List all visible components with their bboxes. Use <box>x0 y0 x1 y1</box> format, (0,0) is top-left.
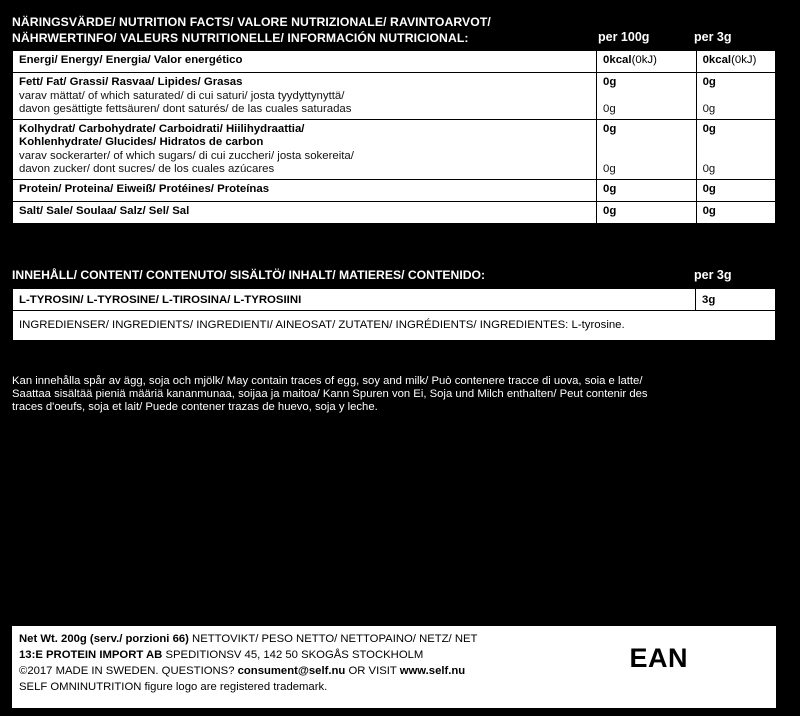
allergy-line2: Saattaa sisältää pieniä määriä kananmunaa, soijaa ja maitoa/ Kann Spuren von Ei, Soja und Milch enthalten/ Peut contenir des <box>12 388 648 400</box>
carbs-sugars-line1: varav sockerarter/ of which sugars/ di cui zuccheri/ josta sokereita/ <box>19 149 354 162</box>
protein-per3: 0g <box>696 179 775 201</box>
carbs-per3: 0g 0g <box>696 119 775 179</box>
fat-per100: 0g 0g <box>597 73 697 120</box>
row-salt <box>13 201 776 223</box>
protein-label: Protein/ Proteina/ Eiweiß/ Protéines/ Proteínas <box>13 179 597 201</box>
salt-per100: 0g <box>597 201 697 223</box>
content-col-per3g: per 3g <box>694 268 732 282</box>
row-energy <box>13 51 776 73</box>
energy-per3: 0kcal(0kJ) <box>696 51 775 73</box>
row-protein <box>13 179 776 201</box>
carbs-per100: 0g 0g <box>597 119 697 179</box>
tyrosine-value: 3g <box>696 289 776 311</box>
fat-saturated-line2: davon gesättigte fettsäuren/ dont saturés/ de las cuales saturadas <box>19 103 352 115</box>
row-fat <box>13 73 776 120</box>
carbs-label-line1: Kolhydrat/ Carbohydrate/ Carboidrati/ Hiilihydraattia/ <box>19 122 305 135</box>
allergy-notice <box>12 375 788 414</box>
nutrition-title-line1: NÄRINGSVÄRDE/ NUTRITION FACTS/ VALORE NUTRIZIONALE/ RAVINTOARVOT/ <box>12 15 491 29</box>
energy-per100: 0kcal(0kJ) <box>597 51 697 73</box>
website-link[interactable]: www.self.nu <box>399 665 466 677</box>
row-carbohydrate <box>13 119 776 179</box>
carbs-sugars-line2: davon zucker/ dont sucres/ de los cuales azúcares <box>19 163 275 175</box>
nutrition-title-line2: NÄHRWERTINFO/ VALEURS NUTRITIONELLE/ INFORMACIÓN NUTRICIONAL: <box>12 31 469 45</box>
tyrosine-label: L-TYROSIN/ L-TYROSINE/ L-TIROSINA/ L-TYROSIINI <box>13 289 696 311</box>
ean-label: EAN <box>629 643 688 673</box>
content-row-ingredients <box>13 311 776 341</box>
made-in-line: ©2017 MADE IN SWEDEN. QUESTIONS? consument@self.nu OR VISIT www.self.nu <box>19 665 466 677</box>
ingredients-text: INGREDIENSER/ INGREDIENTS/ INGREDIENTI/ AINEOSAT/ ZUTATEN/ INGRÉDIENTS/ INGREDIENTES: L-tyrosine. <box>13 311 776 341</box>
carbs-label <box>13 119 597 179</box>
fat-label-text: Fett/ Fat/ Grassi/ Rasvaa/ Lipides/ Grasas <box>19 76 243 88</box>
trademark-line: SELF OMNINUTRITION figure logo are registered trademark. <box>19 681 328 693</box>
company-line: 13:E PROTEIN IMPORT AB SPEDITIONSV 45, 142 50 SKOGÅS STOCKHOLM <box>19 649 424 661</box>
net-weight-line: Net Wt. 200g (serv./ porzioni 66) NETTOVIKT/ PESO NETTO/ NETTOPAINO/ NETZ/ NET <box>19 633 478 645</box>
energy-label: Energi/ Energy/ Energia/ Valor energético <box>13 51 597 73</box>
allergy-line3: traces d'oeufs, soja et lait/ Puede contener trazas de huevo, soja y leche. <box>12 401 378 413</box>
protein-per100: 0g <box>597 179 697 201</box>
footer-box <box>12 626 776 708</box>
carbs-label-line2: Kohlenhydrate/ Glucides/ Hidratos de carbon <box>19 136 264 148</box>
content-table <box>12 288 776 341</box>
nutrition-header <box>12 14 491 46</box>
fat-per3: 0g 0g <box>696 73 775 120</box>
fat-saturated-line1: varav mättat/ of which saturated/ di cui saturi/ josta tyydyttynyttä/ <box>19 89 345 102</box>
salt-per3: 0g <box>696 201 775 223</box>
col-header-per3g: per 3g <box>694 30 732 44</box>
email-link[interactable]: consument@self.nu <box>237 665 346 677</box>
allergy-line1: Kan innehålla spår av ägg, soja och mjölk/ May contain traces of egg, soy and milk/ Può contenere tracce di uova, soia e latte/ <box>12 375 643 387</box>
content-title: INNEHÅLL/ CONTENT/ CONTENUTO/ SISÄLTÖ/ INHALT/ MATIERES/ CONTENIDO: <box>12 268 486 282</box>
salt-label: Salt/ Sale/ Soulaa/ Salz/ Sel/ Sal <box>13 201 597 223</box>
fat-label <box>13 73 597 120</box>
nutrition-table <box>12 50 776 224</box>
col-header-per100g: per 100g <box>598 30 650 44</box>
content-row-tyrosine <box>13 289 776 311</box>
